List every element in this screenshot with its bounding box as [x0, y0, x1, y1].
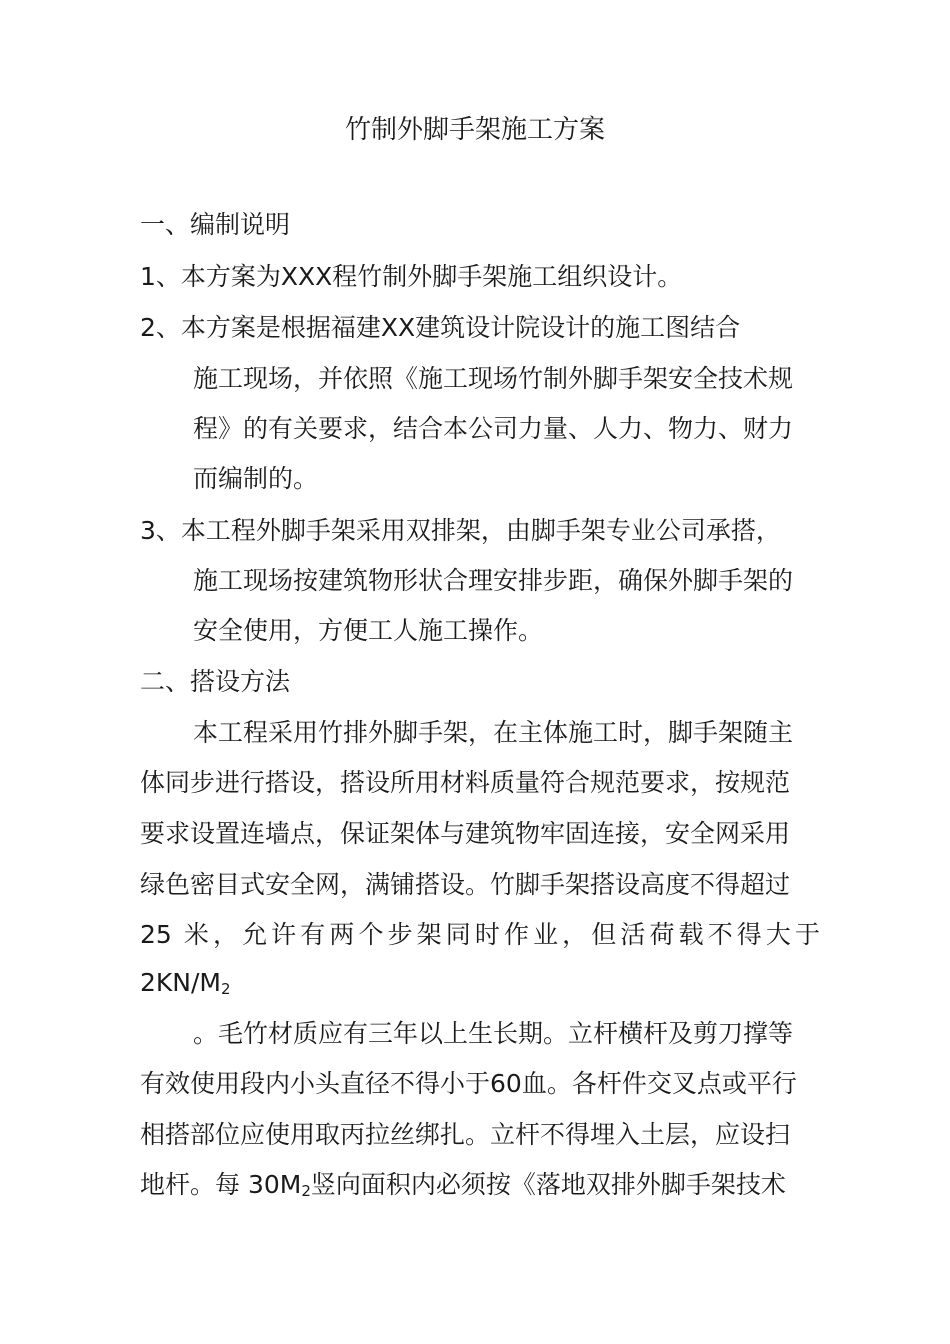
- last-line-suffix: 竖向面积内必须按《落地双排外脚手架技术: [310, 1170, 786, 1199]
- list-item-text: 本方案是根据福建XX建筑设计院设计的施工图结合: [180, 313, 741, 342]
- list-item-2-continuation: 而编制的。: [193, 464, 319, 493]
- load-value-text: 2KN/M: [140, 968, 221, 997]
- list-item-number: 2、: [140, 313, 181, 342]
- paragraph-line: 体同步进行搭设，搭设所用材料质量符合规范要求，按规范: [140, 768, 791, 797]
- load-value: [140, 966, 231, 1006]
- section-heading-1: 一、编制说明: [140, 210, 291, 239]
- list-item-1: [140, 260, 682, 294]
- list-item-3: [140, 514, 781, 548]
- paragraph-line: 。毛竹材质应有三年以上生长期。立杆横杆及剪刀撑等: [193, 1019, 794, 1048]
- load-value-subscript: 2: [221, 980, 231, 998]
- list-item-2-continuation: 程》的有关要求，结合本公司力量、人力、物力、财力: [193, 414, 794, 443]
- last-line-prefix: 地杆。每 30M: [140, 1170, 302, 1199]
- paragraph-line: 25 米，允许有两个步架同时作业，但活荷载不得大于: [140, 920, 820, 949]
- list-item-text: 本工程外脚手架采用双排架，由脚手架专业公司承搭，: [180, 516, 781, 545]
- section-heading-2: 二、搭设方法: [140, 667, 291, 696]
- paragraph-line: 要求设置连墙点，保证架体与建筑物牢固连接，安全网采用: [140, 819, 791, 848]
- paragraph-line: [140, 1168, 786, 1208]
- list-item-3-continuation: 施工现场按建筑物形状合理安排步距，确保外脚手架的: [193, 566, 794, 595]
- list-item-text: 本方案为XXX程竹制外脚手架施工组织设计。: [180, 262, 683, 291]
- paragraph-line: 绿色密目式安全网，满铺搭设。竹脚手架搭设高度不得超过: [140, 870, 791, 899]
- document-title: 竹制外脚手架施工方案: [344, 115, 605, 145]
- list-item-3-continuation: 安全使用，方便工人施工操作。: [193, 616, 544, 645]
- list-item-2-continuation: 施工现场，并依照《施工现场竹制外脚手架安全技术规: [193, 364, 794, 393]
- list-item-number: 1、: [140, 262, 181, 291]
- paragraph-line: 相搭部位应使用取丙拉丝绑扎。立杆不得埋入土层，应设扫: [140, 1120, 791, 1149]
- list-item-2: [140, 311, 740, 345]
- last-line-subscript: 2: [301, 1182, 311, 1200]
- paragraph-line: 有效使用段内小头直径不得小于60血。各杆件交叉点或平行: [140, 1069, 797, 1098]
- list-item-number: 3、: [140, 516, 181, 545]
- paragraph-line: 本工程采用竹排外脚手架，在主体施工时，脚手架随主: [193, 718, 794, 747]
